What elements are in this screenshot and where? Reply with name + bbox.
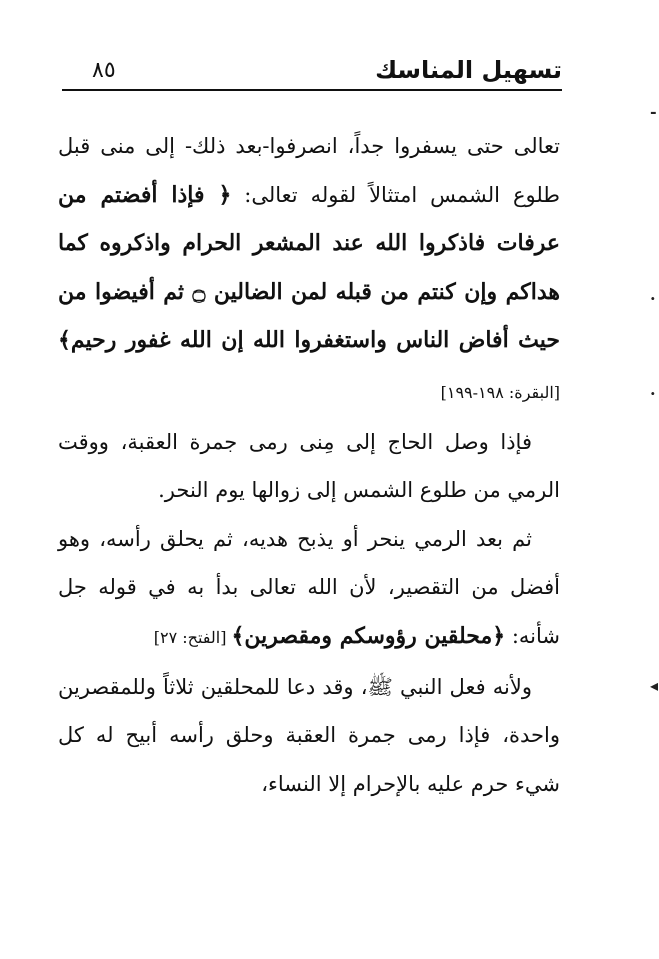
margin-mark: - — [650, 102, 657, 121]
paragraph — [58, 515, 560, 663]
paragraph-text: ثم بعد الرمي ينحر أو يذبح هديه، ثم يحلق رأسه، وهو أفضل من التقصير، لأن الله تعالى بدأ به في قوله جل شأنه: — [58, 526, 560, 648]
page-header — [62, 54, 562, 94]
verse-reference: [البقرة: ١٩٨-١٩٩] — [440, 382, 560, 402]
verse-reference: [الفتح: ٢٧] — [153, 627, 232, 647]
margin-mark: . — [650, 285, 656, 304]
main-text — [58, 122, 560, 808]
paragraph-text: تعالى حتى يسفروا جداً، انصرفوا-بعد ذلك- إلى منى قبل طلوع الشمس امتثالاً لقوله تعالى: — [58, 134, 561, 207]
margin-mark: . — [650, 380, 656, 399]
quran-verse: ﴿ فإذا أفضتم من عرفات فاذكروا الله عند المشعر الحرام واذكروه كما هداكم وإن كنتم من قبله لمن الضالين ۝ ثم أفيضوا من حيث أفاض الناس واستغفروا الله إن الله غفور رحيم﴾ — [58, 181, 560, 354]
paragraph-text: ولأنه فعل النبي ﷺ، وقد دعا للمحلقين ثلاثاً وللمقصرين واحدة، فإذا رمى جمرة العقبة وحلق رأسه أبيح له كل شيء حرم عليه بالإحرام إلا النساء، — [58, 674, 560, 796]
paragraph — [58, 418, 560, 515]
header-rule — [62, 89, 562, 91]
page-number: ٨٥ — [92, 58, 116, 83]
margin-mark: ◂ — [650, 676, 659, 695]
quran-verse: ﴿محلقين رؤوسكم ومقصرين﴾ — [231, 622, 506, 649]
paragraph — [58, 122, 560, 418]
book-title: تسهيل المناسك — [375, 56, 562, 84]
paragraph — [58, 663, 560, 809]
paragraph-text: فإذا وصل الحاج إلى مِنى رمى جمرة العقبة، ووقت الرمي من طلوع الشمس إلى زوالها يوم النحر. — [58, 429, 560, 503]
